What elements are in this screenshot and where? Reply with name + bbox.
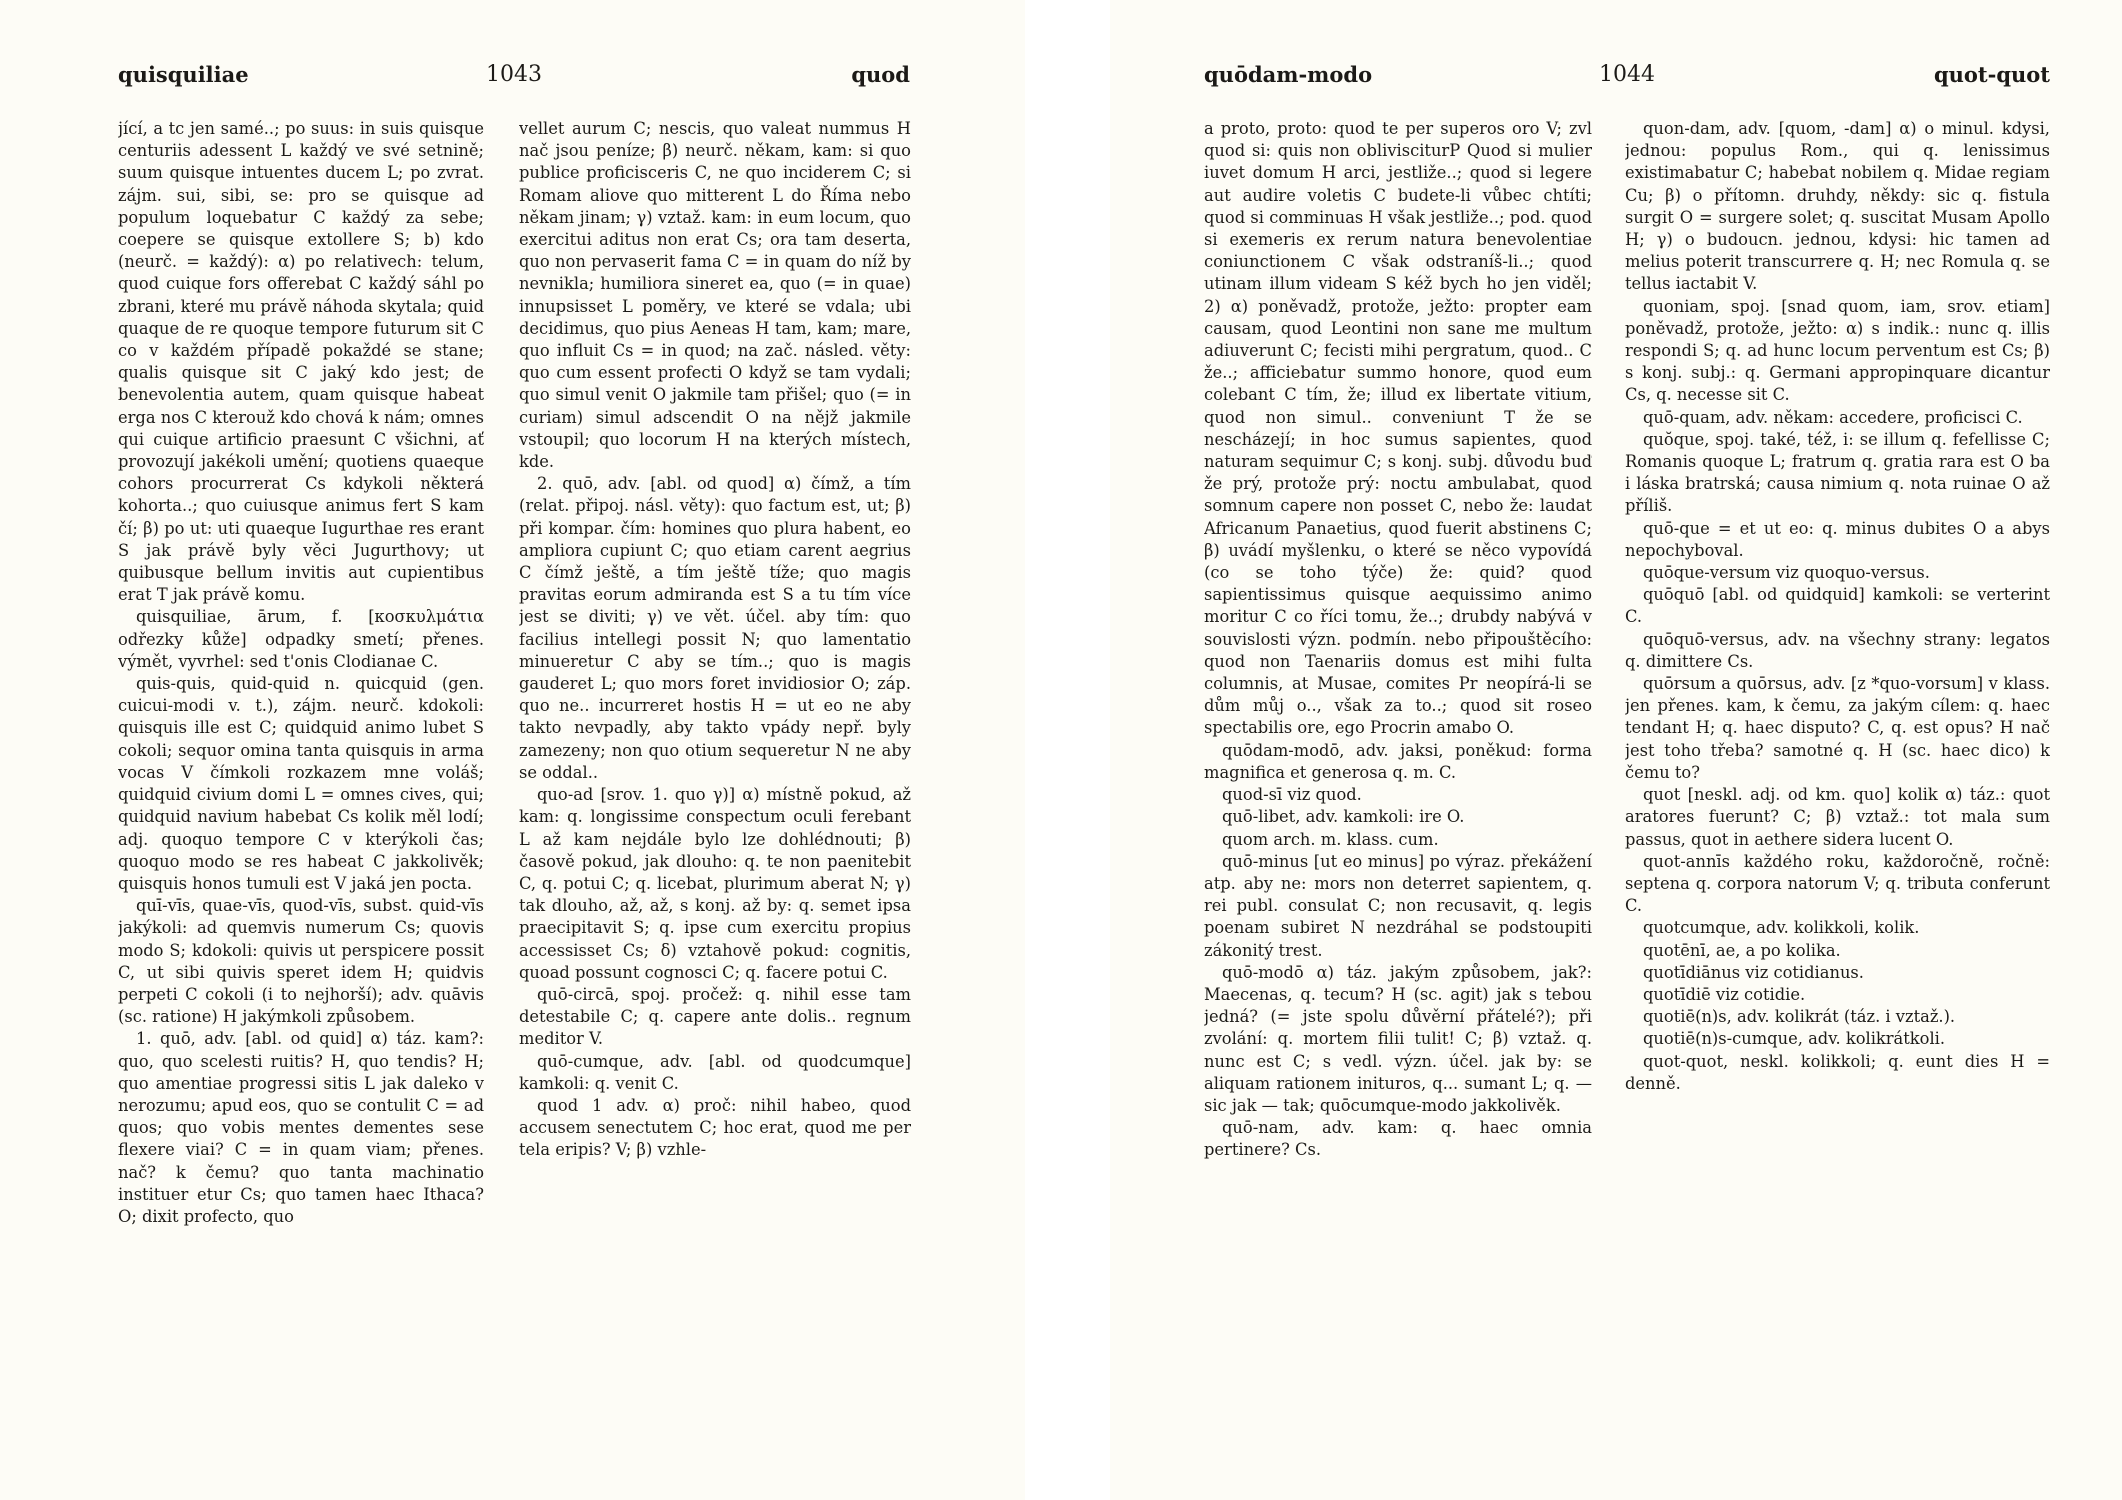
right-column-1 <box>1204 118 1592 1460</box>
right-page <box>1110 0 2122 1500</box>
dictionary-entry: quot-annīs každého roku, každoročně, ročně: septena q. corpora natorum V; q. tributa conferunt C. <box>1625 851 2050 916</box>
dictionary-entry: 1. quō, adv. [abl. od quid] α) táz. kam?: quo, quo scelesti ruitis? H, quo tendis? H; quo amentiae progressi sitis L jak daleko v nerozumu; apud eos, quo se contulit C = ad quos; quo vobis mentes dementes sese flexere viai? C = in quam viam; přenes. nač? k čemu? quo tanta machinatio instituer etur Cs; quo tamen haec Ithaca? O; dixit profecto, quo <box>118 1029 484 1226</box>
dictionary-entry: quod-sī viz quod. <box>1222 785 1362 805</box>
dictionary-entry: quōdam-modō, adv. jaksi, poněkud: forma magnifica et generosa q. m. C. <box>1204 740 1592 782</box>
dictionary-entry: quōque-versum viz quoquo-versus. <box>1643 563 1930 583</box>
dictionary-entry: a proto, proto: quod te per superos oro V; zvl quod si: quis non oblivisciturP Quod si mulier iuvet domum H arci, jestliže..; quod si legere aut audire voletis C budete-li vůbec chtíti; quod si comminuas H však jestliže..; pod. quod si exemeris ex rerum natura benevolentiae coniunctionem C však odstraníš-li..; quod utinam illum videam S kéž bych ho jen viděl; 2) α) poněvadž, protože, ježto: propter eam causam, quod Leontini non sane me multum adiuverunt C; fecisti mihi pergratum, quod.. C že..; afficiebatur summo honore, quod eum colebant C tím, že; illud ex libertate vitium, quod non simul.. conveniunt T že se nescházejí; in hoc sumus sapientes, quod naturam sequimur C; s konj. subj. důvodu buď že prý, protože prý: noctu ambulabat, quod somnum capere non posset C, nebo že: laudat Africanum Panaetius, quod fuerit abstinens C; β) uvádí myšlenku, o které se něco vypovídá (co se toho týče) že: quid? quod sapientissimus quisque aequissimo animo moritur C co říci tomu, že..; drubdy nabývá v souvislosti význ. podmín. nebo připouštěcího: quod non Taenariis domus est mihi fulta columnis, at Musae, comites Pr neopírá-li se dům můj o.., však za to..; quod sit roseo spectabilis ore, ego Procrin amabo O. <box>1204 119 1592 738</box>
dictionary-entry: quo-ad [srov. 1. quo γ)] α) místně pokud, až kam: q. longissime conspectum oculi ferebant L až kam nejdále bylo lze dohlédnouti; β) časově pokud, jak dlouho: q. te non paenitebit C, q. potui C; q. licebat, plurimum aberat N; γ) tak dlouho, až, až, s konj. až by: q. semet ipsa praecipitavit S; q. ipse cum exercitu propius accessisset Cs; δ) vztahově pokud: cognitis, quoad possunt cognosci C; q. facere potui C. <box>519 785 911 982</box>
dictionary-entry: quōquō [abl. od quidquid] kamkoli: se verterint C. <box>1625 585 2050 627</box>
left-header-guideword-end: quod <box>851 62 910 87</box>
left-page-number: 1043 <box>486 62 542 87</box>
dictionary-entry: quisquiliae, ārum, f. [κοσκυλμάτια odřezky kůže] odpadky smetí; přenes. výmět, vyvrhel: sed t'onis Clodianae C. <box>118 607 484 671</box>
right-header-guideword: quōdam-modo <box>1204 62 1373 87</box>
dictionary-entry: quot-quot, neskl. kolikkoli; q. eunt dies H = denně. <box>1625 1051 2050 1093</box>
left-header-guideword: quisquiliae <box>118 62 249 87</box>
right-page-number: 1044 <box>1599 62 1655 87</box>
page-gutter <box>1025 0 1110 1500</box>
dictionary-entry: quŏque, spoj. také, též, i: se illum q. fefellisse C; Romanis quoque L; fratrum q. gratia rara est O ba i láska bratrská; causa nimium q. nota ruinae O až příliš. <box>1625 429 2050 516</box>
dictionary-entry: quot [neskl. adj. od km. quo] kolik α) táz.: quot aratores fuerunt? C; β) vztaž.: tot mala sum passus, quot in aethere sidera lucent O. <box>1625 785 2050 849</box>
dictionary-entry: quotēnī, ae, a po kolika. <box>1643 940 1841 960</box>
dictionary-entry: quō-que = et ut eo: q. minus dubites O a abys nepochyboval. <box>1625 518 2050 560</box>
dictionary-entry: quotīdiānus viz cotidianus. <box>1643 962 1864 982</box>
dictionary-entry: quon-dam, adv. [quom, -dam] α) o minul. kdysi, jednou: populus Rom., qui q. lenissimus existimabatur C; habebat nobilem q. Midae regiam Cu; β) o přítomn. druhdy, někdy: sic q. fistula surgit O = surgere solet; q. suscitat Musam Apollo H; γ) o budoucn. jednou, kdysi: hic tamen ad melius poterit transcurrere q. H; nec Romula q. se tellus iactabit V. <box>1625 119 2050 294</box>
dictionary-entry: quōquō-versus, adv. na všechny strany: legatos q. dimittere Cs. <box>1625 629 2050 671</box>
dictionary-entry: quō-minus [ut eo minus] po výraz. překážení atp. aby ne: mors non deterret sapientem, q. rei publ. consulat C; non recusavit, q. legis poenam subiret N nezdráhal se podstoupiti zákonitý trest. <box>1204 851 1592 960</box>
dictionary-entry: vellet aurum C; nescis, quo valeat nummus H nač jsou peníze; β) neurč. někam, kam: si quo publice proficisceris C, ne quo inciderem C; si Romam aliove quo mitterent L do Říma nebo někam jinam; γ) vztaž. kam: in eum locum, quo exercitui aditus non erat Cs; ora tam deserta, quo non pervaserit fama C = in quam do níž by nevnikla; humiliora sineret ea, quo (= in quae) innupsisset L poměry, ve které se vdala; ubi decidimus, quo pius Aeneas H tam, kam; mare, quo influit Cs = in quod; na zač. násled. věty: quo cum essent profecti O když se tam vydali; quo simul venit O jakmile tam přišel; quo (= in curiam) simul adscendit O na nějž jakmile vstoupil; quo locorum H na kterých místech, kde. <box>519 119 911 472</box>
dictionary-entry: quō-quam, adv. někam: accedere, proficisci C. <box>1643 407 2023 427</box>
dictionary-entry: quod 1 adv. α) proč: nihil habeo, quod accusem senectutem C; hoc erat, quod me per tela eripis? V; β) vzhle- <box>519 1095 911 1160</box>
dictionary-entry: quō-modō α) táz. jakým způsobem, jak?: Maecenas, q. tecum? H (sc. agit) jak s tebou jedná? (= jste spolu důvěrní přátelé?); při zvolání: q. mortem filii tulit! C; β) vztaž. q. nunc est C; s vedl. význ. účel. jak by: se aliquam rationem inituros, q... sumant L; q. — sic jak — tak; quōcumque-modo jakkolivěk. <box>1204 962 1592 1115</box>
dictionary-entry: quō-libet, adv. kamkoli: ire O. <box>1222 807 1465 827</box>
dictionary-entry: quotīdiē viz cotidie. <box>1643 984 1806 1004</box>
dictionary-entry: quōrsum a quōrsus, adv. [z *quo-vorsum] v klass. jen přenes. kam, k čemu, za jakým cílem: q. haec tendant H; q. haec disputo? C, q. est opus? H nač jest toho třeba? samotné q. H (sc. haec dico) k čemu to? <box>1625 674 2050 782</box>
dictionary-entry: quom arch. m. klass. cum. <box>1222 829 1439 849</box>
dictionary-entry: quō-circā, spoj. pročež: q. nihil esse tam detestabile C; q. capere ante dolis.. regnum meditor V. <box>519 984 911 1049</box>
dictionary-entry: quis-quis, quid-quid n. quicquid (gen. cuicui-modi v. t.), zájm. neurč. kdokoli: quisquis ille est C; quidquid animo lubet S cokoli; sequor omina tanta quisquis in arma vocas V čímkoli rozkazem mne voláš; quidquid civium domi L = omnes cives, qui; quidquid navium habebat Cs kolik měl lodí; adj. quoquo tempore C v kterýkoli čas; quoquo modo se res habeat C jakkolivěk; quisquis honos tumuli est V jaká jen pocta. <box>118 674 484 893</box>
left-column-1 <box>118 118 484 1460</box>
right-column-2 <box>1625 118 2050 1460</box>
dictionary-entry: quō-cumque, adv. [abl. od quodcumque] kamkoli: q. venit C. <box>519 1051 911 1093</box>
left-page-header <box>118 62 910 98</box>
left-page <box>0 0 1025 1500</box>
left-column-2 <box>519 118 911 1460</box>
dictionary-entry: quotcumque, adv. kolikkoli, kolik. <box>1643 918 1920 938</box>
dictionary-entry: quō-nam, adv. kam: q. haec omnia pertinere? Cs. <box>1204 1118 1592 1160</box>
dictionary-entry: jící, a tc jen samé..; po suus: in suis quisque centuriis adessent L každý ve své setnině; suum quisque intuentes ducem L; po zvrat. zájm. sui, sibi, se: pro se quisque ad populum loquebatur C každý za sebe; coepere se quisque extollere S; b) kdo (neurč. = každý): α) po relativech: telum, quod cuique fors offerebat C každý sáhl po zbrani, které mu právě náhoda skytala; quid quaque de re quoque tempore futurum sit C co v každém případě pokaždé se stane; qualis quisque sit C jaký kdo jest; de benevolentia autem, quam quisque habeat erga nos C kterouž kdo chová k nám; omnes qui cuique artificio praesunt C všichni, ať provozují jakékoli umění; quotiens quaeque cohors procurrerat Cs kdykoli některá kohorta..; quo cuiusque animus fert S kam čí; β) po ut: uti quaeque Iugurthae res erant S jak právě byly věci Jugurthovy; ut quibusque bellum invitis aut cupientibus erat T jak právě komu. <box>118 119 484 605</box>
dictionary-entry: quotiē(n)s-cumque, adv. kolikrátkoli. <box>1643 1029 1946 1049</box>
dictionary-entry: 2. quō, adv. [abl. od quod] α) čímž, a tím (relat. připoj. násl. věty): quo factum est, ut; β) při kompar. čím: homines quo plura habent, eo ampliora cupiunt C; quo etiam carent aegrius C čímž ještě, a tím ještě tíže; quo magis pravitas eorum admiranda est S a tu tím více jest se diviti; γ) ve vět. účel. aby tím: quo facilius intellegi possit N; quo lamentatio minueretur C aby se tím..; quo is magis gauderet L; quo mors foret invidiosior O; záp. quo ne.. incurreret hostis H = ut eo ne aby takto nevpadly, aby takto vpády nepř. byly zamezeny; non quo otium sequeretur N ne aby se oddal.. <box>519 474 911 782</box>
right-page-header <box>1204 62 2050 98</box>
dictionary-entry: quoniam, spoj. [snad quom, iam, srov. etiam] poněvadž, protože, ježto: α) s indik.: nunc q. illis respondi S; q. ad hunc locum perventum est Cs; β) s konj. subj.: q. Germani appropinquare dicantur Cs, q. necesse sit C. <box>1625 296 2050 405</box>
dictionary-entry: quī-vīs, quae-vīs, quod-vīs, subst. quid-vīs jakýkoli: ad quemvis numerum Cs; quovis modo S; kdokoli: quivis ut perspicere possit C, ut sibi quivis speret idem H; quidvis perpeti C cokoli (i to nejhorší); adv. quāvis (sc. ratione) H jakýmkoli způsobem. <box>118 896 484 1027</box>
right-header-guideword-end: quot-quot <box>1933 62 2050 87</box>
dictionary-entry: quotiē(n)s, adv. kolikrát (táz. i vztaž.). <box>1643 1007 1956 1027</box>
